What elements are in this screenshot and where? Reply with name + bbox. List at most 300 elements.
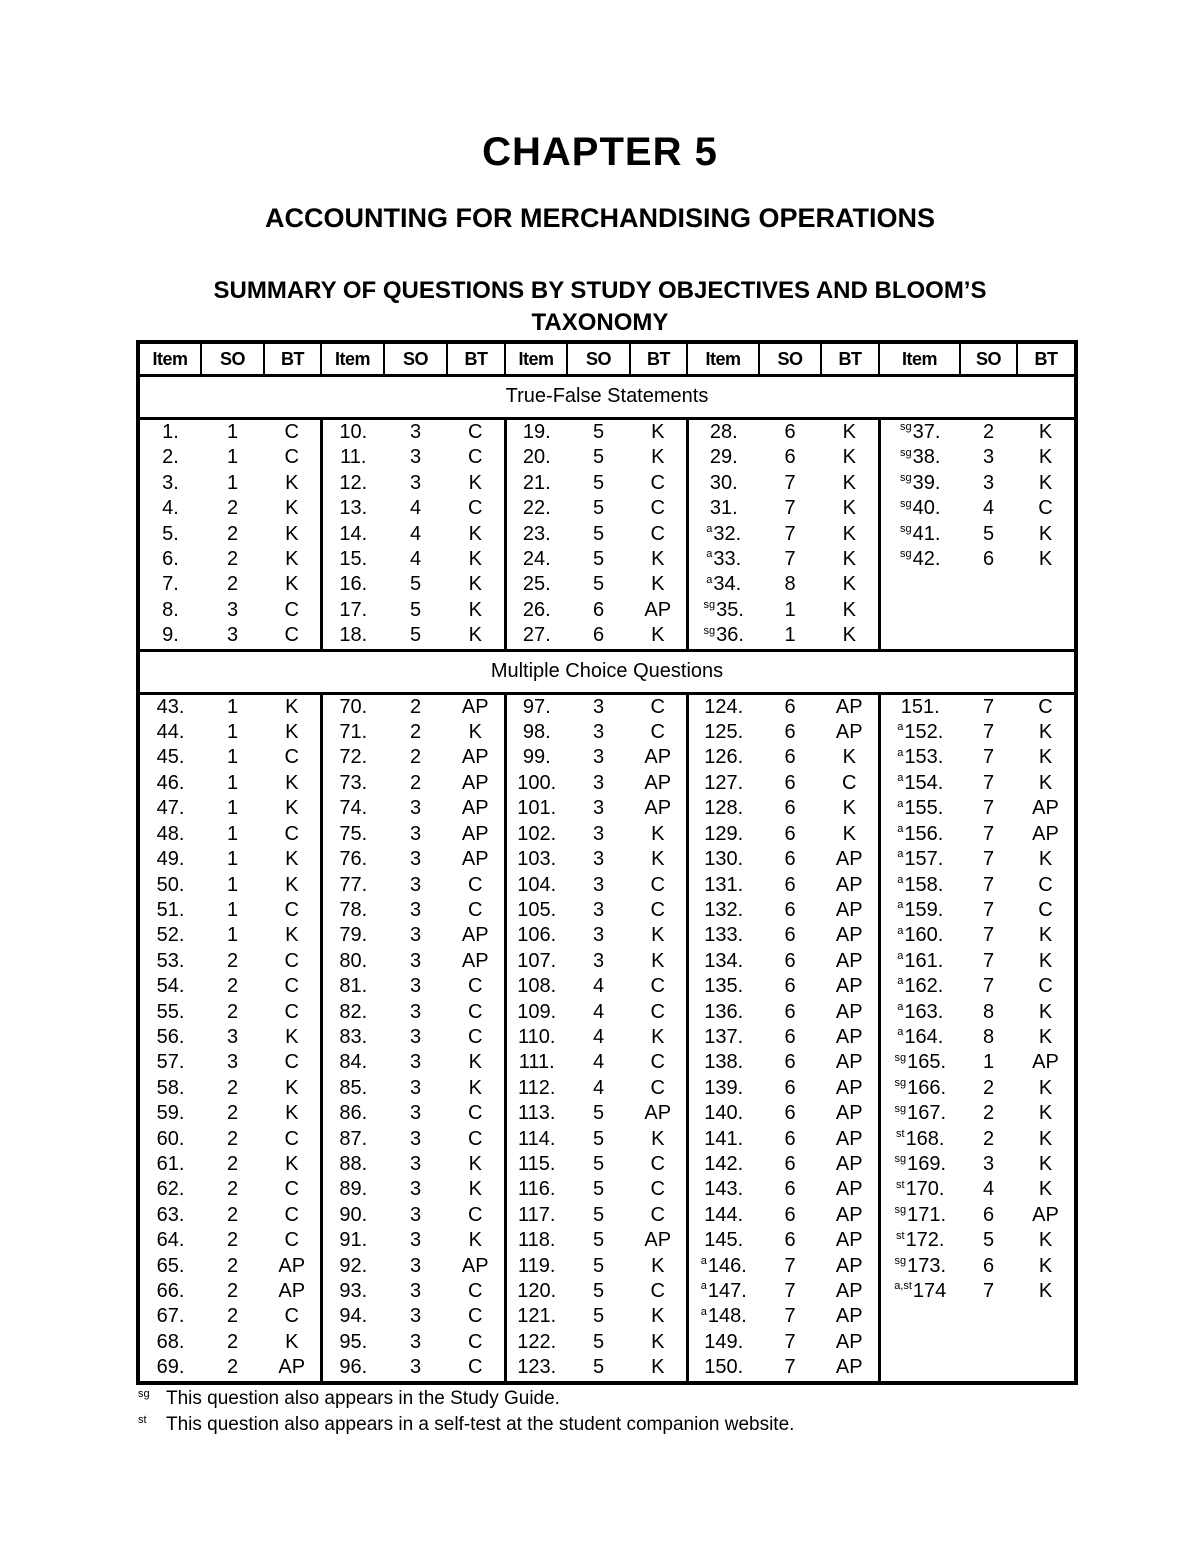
bt-cell: C (650, 721, 665, 744)
item-cell (879, 522, 960, 547)
bt-cell: K (285, 1152, 299, 1175)
so-cell: 1 (226, 924, 239, 947)
bt-cell: K (285, 1330, 299, 1353)
so-cell: 3 (592, 898, 605, 921)
item-cell (138, 745, 201, 770)
bt-cell (1017, 572, 1076, 597)
item-cell (687, 1101, 759, 1126)
table-row (138, 1050, 1076, 1075)
item-number: 41. (912, 522, 941, 545)
item-number: 163. (904, 1000, 944, 1023)
so-cell: 5 (409, 598, 422, 621)
item-number: 53. (156, 949, 185, 972)
so-cell: 1 (982, 1051, 995, 1074)
table-row (138, 419, 1076, 446)
so-cell: 3 (226, 1025, 239, 1048)
so-cell: 3 (226, 624, 239, 647)
so-cell: 3 (592, 746, 605, 769)
item-cell (505, 598, 567, 623)
item-cell (505, 1203, 567, 1228)
so-cell: 5 (592, 1330, 605, 1353)
item-cell (138, 923, 201, 948)
item-cell (687, 822, 759, 847)
table-row (138, 1304, 1076, 1329)
item-cell (505, 873, 567, 898)
so-cell: 3 (409, 924, 422, 947)
item-prefix: a (897, 899, 904, 912)
bt-cell: K (651, 1254, 665, 1277)
item-number: 71. (339, 721, 368, 744)
item-number: 147. (707, 1280, 747, 1302)
item-number: 69. (156, 1356, 185, 1379)
item-number: 150. (704, 1356, 744, 1379)
bt-cell: C (284, 446, 299, 469)
bt-cell: AP (835, 873, 863, 896)
bt-cell: C (284, 1051, 299, 1074)
item-number: 42. (912, 548, 941, 571)
so-cell: 2 (226, 1229, 239, 1252)
so-cell: 5 (409, 624, 422, 647)
item-cell (321, 847, 384, 872)
table-row (138, 822, 1076, 847)
so-cell: 6 (784, 822, 796, 845)
so-cell: 2 (409, 746, 422, 769)
item-cell (505, 1127, 567, 1152)
bt-cell: C (468, 446, 483, 469)
bt-cell: C (468, 873, 483, 896)
item-number: 142. (704, 1152, 744, 1175)
item-number: 105. (517, 898, 557, 921)
item-number: 173. (907, 1254, 947, 1277)
so-cell: 7 (982, 721, 995, 744)
bt-cell: C (650, 1152, 665, 1175)
item-cell (505, 522, 567, 547)
so-cell: 2 (226, 975, 239, 998)
column-header-item: Item (879, 342, 960, 376)
so-cell: 6 (784, 421, 796, 443)
bt-cell: C (1038, 975, 1053, 998)
so-cell: 2 (226, 1076, 239, 1099)
item-prefix: st (896, 1178, 905, 1191)
mc-section-row (138, 650, 1076, 693)
item-cell (505, 1228, 567, 1253)
item-number: 2. (162, 446, 179, 469)
bt-cell: K (842, 746, 856, 769)
item-cell (687, 547, 759, 572)
item-cell (879, 923, 960, 948)
item-number: 90. (339, 1203, 368, 1226)
bt-cell: C (650, 1203, 665, 1226)
table-row (138, 547, 1076, 572)
so-cell: 5 (592, 522, 605, 545)
so-cell: 6 (982, 548, 995, 571)
table-row (138, 1152, 1076, 1177)
bt-cell: C (468, 421, 483, 443)
item-number: 17. (339, 598, 368, 621)
bt-cell: K (651, 1127, 665, 1150)
bt-cell: K (468, 624, 482, 647)
item-cell (138, 598, 201, 623)
table-row (138, 873, 1076, 898)
bt-cell: C (284, 598, 299, 621)
item-cell (321, 745, 384, 770)
bt-cell: K (285, 548, 299, 571)
bt-cell: K (651, 1330, 665, 1353)
so-cell: 3 (409, 1152, 422, 1175)
item-cell (505, 1000, 567, 1025)
bt-cell (1017, 1330, 1076, 1355)
item-cell (879, 1254, 960, 1279)
so-cell (960, 1330, 1017, 1355)
item-cell (138, 822, 201, 847)
bt-cell: K (651, 1356, 665, 1379)
tf-title-part-b: False (552, 385, 602, 408)
so-cell: 2 (226, 1330, 239, 1353)
so-cell: 6 (784, 1102, 796, 1125)
item-number: 126. (704, 746, 744, 769)
bt-cell: C (468, 1330, 483, 1353)
so-cell: 3 (409, 1203, 422, 1226)
so-cell: 6 (784, 797, 796, 820)
item-number: 29. (709, 446, 738, 469)
item-number: 19. (522, 421, 551, 443)
item-cell (138, 1304, 201, 1329)
item-number: 83. (339, 1025, 368, 1048)
bt-cell: AP (835, 695, 863, 718)
item-number: 174 (912, 1280, 947, 1302)
bt-cell: C (284, 746, 299, 769)
item-cell (505, 1254, 567, 1279)
item-number: 120. (517, 1280, 557, 1302)
item-prefix: a (897, 848, 904, 861)
bt-cell: AP (835, 1178, 863, 1201)
so-cell: 2 (226, 1152, 239, 1175)
item-cell (687, 693, 759, 720)
item-cell (321, 1203, 384, 1228)
item-number: 89. (339, 1178, 368, 1201)
table-body (138, 376, 1076, 1383)
item-prefix: a (897, 1026, 904, 1039)
item-cell (879, 873, 960, 898)
so-cell: 7 (784, 548, 796, 571)
bt-cell: AP (461, 822, 489, 845)
bt-cell: C (468, 975, 483, 998)
item-number: 77. (339, 873, 368, 896)
so-cell (960, 623, 1017, 650)
item-prefix: a (897, 721, 904, 734)
so-cell: 2 (226, 573, 239, 596)
bt-cell: K (285, 695, 299, 718)
table-row (138, 693, 1076, 720)
item-cell (321, 522, 384, 547)
item-number: 54. (156, 975, 185, 998)
bt-cell: C (284, 949, 299, 972)
so-cell: 6 (784, 848, 796, 871)
item-number: 73. (339, 771, 368, 794)
so-cell: 7 (982, 873, 995, 896)
bt-cell: K (842, 446, 856, 469)
item-number: 35. (716, 598, 744, 621)
bt-cell: AP (835, 1229, 863, 1252)
item-number: 80. (339, 949, 368, 972)
item-cell (879, 1304, 960, 1329)
so-cell: 7 (982, 771, 995, 794)
item-cell (321, 1025, 384, 1050)
bt-cell: AP (1032, 822, 1059, 845)
item-number: 14. (339, 522, 368, 545)
bt-cell: K (1038, 1178, 1053, 1201)
so-cell: 3 (982, 446, 995, 469)
tf-section-row (138, 376, 1076, 419)
so-cell: 7 (982, 695, 995, 718)
item-cell (879, 693, 960, 720)
so-cell: 3 (982, 1152, 995, 1175)
bt-cell: AP (835, 975, 863, 998)
item-number: 85. (339, 1076, 368, 1099)
bt-cell (1017, 1304, 1076, 1329)
table-row (138, 949, 1076, 974)
so-cell: 3 (592, 695, 605, 718)
item-prefix: a (897, 873, 904, 886)
item-cell (321, 572, 384, 597)
item-cell (687, 1000, 759, 1025)
table-row (138, 771, 1076, 796)
item-cell (687, 1152, 759, 1177)
item-cell (879, 419, 960, 446)
item-number: 91. (339, 1229, 368, 1252)
item-number: 165. (907, 1051, 947, 1074)
item-prefix: st (896, 1229, 905, 1242)
item-cell (879, 1228, 960, 1253)
bt-cell: K (285, 497, 299, 520)
bt-cell: K (1038, 1229, 1053, 1252)
so-cell: 3 (592, 873, 605, 896)
item-number: 170. (905, 1178, 945, 1201)
item-cell (138, 1279, 201, 1304)
item-cell (138, 949, 201, 974)
item-number: 98. (522, 721, 551, 744)
so-cell: 1 (226, 822, 239, 845)
item-number: 125. (704, 721, 744, 744)
bt-cell: K (285, 721, 299, 744)
item-cell (138, 419, 201, 446)
so-cell: 6 (784, 975, 796, 998)
table-row (138, 720, 1076, 745)
bt-cell: K (468, 721, 482, 744)
bt-cell: C (284, 1127, 299, 1150)
item-number: 57. (156, 1051, 185, 1074)
item-cell (138, 1177, 201, 1202)
bt-cell: C (468, 898, 483, 921)
bt-cell: K (1038, 1025, 1053, 1048)
bt-cell: AP (644, 1102, 672, 1125)
item-number: 70. (339, 695, 368, 718)
bt-cell: K (1038, 721, 1053, 744)
so-cell: 3 (592, 924, 605, 947)
bt-cell: K (468, 1076, 482, 1099)
item-number: 151. (900, 695, 940, 718)
item-cell (138, 1254, 201, 1279)
footnote-st: st This question also appears in a self-test at the student companion website. (138, 1413, 795, 1435)
item-cell (505, 974, 567, 999)
bt-cell: C (650, 497, 665, 520)
item-cell (879, 1127, 960, 1152)
item-cell (687, 1050, 759, 1075)
so-cell: 1 (226, 873, 239, 896)
item-prefix: a (700, 1254, 707, 1267)
item-number: 123. (517, 1356, 557, 1379)
bt-cell: K (1038, 446, 1053, 469)
item-number: 3. (162, 471, 179, 494)
item-cell (321, 1101, 384, 1126)
so-cell: 1 (226, 721, 239, 744)
item-number: 1. (162, 421, 179, 443)
item-number: 79. (339, 924, 368, 947)
item-cell (138, 847, 201, 872)
item-number: 96. (339, 1356, 368, 1379)
item-cell (879, 471, 960, 496)
item-number: 103. (517, 848, 557, 871)
so-cell: 5 (592, 471, 605, 494)
table-row (138, 898, 1076, 923)
item-cell (505, 1330, 567, 1355)
item-cell (879, 745, 960, 770)
so-cell: 6 (982, 1254, 995, 1277)
item-cell (879, 974, 960, 999)
item-prefix: a (897, 772, 904, 785)
bt-cell: C (284, 1000, 299, 1023)
item-prefix: a (897, 823, 904, 836)
so-cell: 6 (982, 1203, 995, 1226)
bt-cell: K (651, 924, 665, 947)
so-cell: 2 (226, 1280, 239, 1302)
bt-cell: C (284, 1229, 299, 1252)
item-number: 168. (905, 1127, 945, 1150)
item-number: 10. (339, 421, 368, 443)
bt-cell: AP (835, 898, 863, 921)
item-number: 128. (704, 797, 744, 820)
so-cell: 1 (784, 598, 796, 621)
item-number: 166. (907, 1076, 947, 1099)
item-number: 45. (156, 746, 185, 769)
so-cell: 5 (592, 1152, 605, 1175)
tf-title-part-c: Statements (601, 385, 709, 408)
so-cell: 3 (982, 471, 995, 494)
item-cell (879, 847, 960, 872)
item-number: 108. (517, 975, 557, 998)
so-cell: 2 (226, 1356, 239, 1379)
item-cell (505, 898, 567, 923)
item-cell (138, 1076, 201, 1101)
item-prefix: a (897, 746, 904, 759)
item-cell (138, 1355, 201, 1382)
item-number: 161. (904, 949, 944, 972)
item-number: 139. (704, 1076, 744, 1099)
bt-cell: K (468, 1051, 482, 1074)
table-row (138, 1101, 1076, 1126)
bt-cell: K (651, 1305, 665, 1328)
bt-cell: C (284, 975, 299, 998)
item-number: 58. (156, 1076, 185, 1099)
so-cell: 1 (784, 624, 796, 647)
table-row (138, 1254, 1076, 1279)
bt-cell: C (650, 1178, 665, 1201)
so-cell: 4 (592, 1051, 605, 1074)
item-cell (879, 949, 960, 974)
so-cell: 8 (784, 573, 796, 596)
item-cell (687, 720, 759, 745)
item-prefix: a (706, 573, 713, 586)
so-cell: 7 (784, 1356, 796, 1379)
item-cell (321, 923, 384, 948)
item-cell (505, 1050, 567, 1075)
item-prefix: sg (894, 1102, 907, 1115)
item-number: 47. (156, 797, 185, 820)
item-number: 4. (162, 497, 179, 520)
item-number: 149. (704, 1330, 744, 1353)
item-number: 159. (904, 898, 944, 921)
bt-cell: C (650, 695, 665, 718)
item-number: 25. (522, 573, 551, 596)
item-number: 118. (518, 1229, 556, 1252)
so-cell: 6 (784, 1025, 796, 1048)
bt-cell: AP (278, 1280, 306, 1302)
so-cell: 6 (784, 446, 796, 469)
item-number: 169. (907, 1152, 947, 1175)
bt-cell: C (468, 1305, 483, 1328)
item-cell (321, 1000, 384, 1025)
table-row (138, 745, 1076, 770)
bt-cell: K (842, 497, 856, 520)
item-number: 72. (339, 746, 368, 769)
bt-cell: K (842, 624, 856, 647)
so-cell: 3 (409, 421, 422, 443)
so-cell: 3 (409, 1330, 422, 1353)
bt-cell: K (651, 573, 665, 596)
page-title: CHAPTER 5 (482, 130, 718, 174)
table-row (138, 471, 1076, 496)
bt-cell: C (650, 1076, 665, 1099)
item-number: 156. (904, 822, 944, 845)
item-cell (687, 572, 759, 597)
so-cell: 6 (784, 1178, 796, 1201)
item-cell (879, 796, 960, 821)
bt-cell: AP (835, 1305, 863, 1328)
so-cell: 7 (982, 1280, 995, 1302)
bt-cell: C (650, 975, 665, 998)
table-row (138, 796, 1076, 821)
bt-cell: AP (644, 746, 672, 769)
item-cell (321, 471, 384, 496)
item-cell (321, 623, 384, 650)
so-cell: 8 (982, 1025, 995, 1048)
item-cell (321, 873, 384, 898)
item-number: 49. (156, 848, 185, 871)
so-cell: 7 (982, 898, 995, 921)
item-number: 46. (156, 771, 185, 794)
bt-cell: C (468, 1280, 483, 1302)
bt-cell: AP (1032, 1203, 1059, 1226)
item-cell (687, 745, 759, 770)
item-number: 93. (339, 1280, 368, 1302)
item-cell (687, 471, 759, 496)
item-cell (321, 1279, 384, 1304)
so-cell: 4 (409, 522, 422, 545)
so-cell: 2 (226, 1203, 239, 1226)
so-cell: 5 (592, 1305, 605, 1328)
bt-cell: AP (461, 695, 489, 718)
item-number: 87. (339, 1127, 368, 1150)
